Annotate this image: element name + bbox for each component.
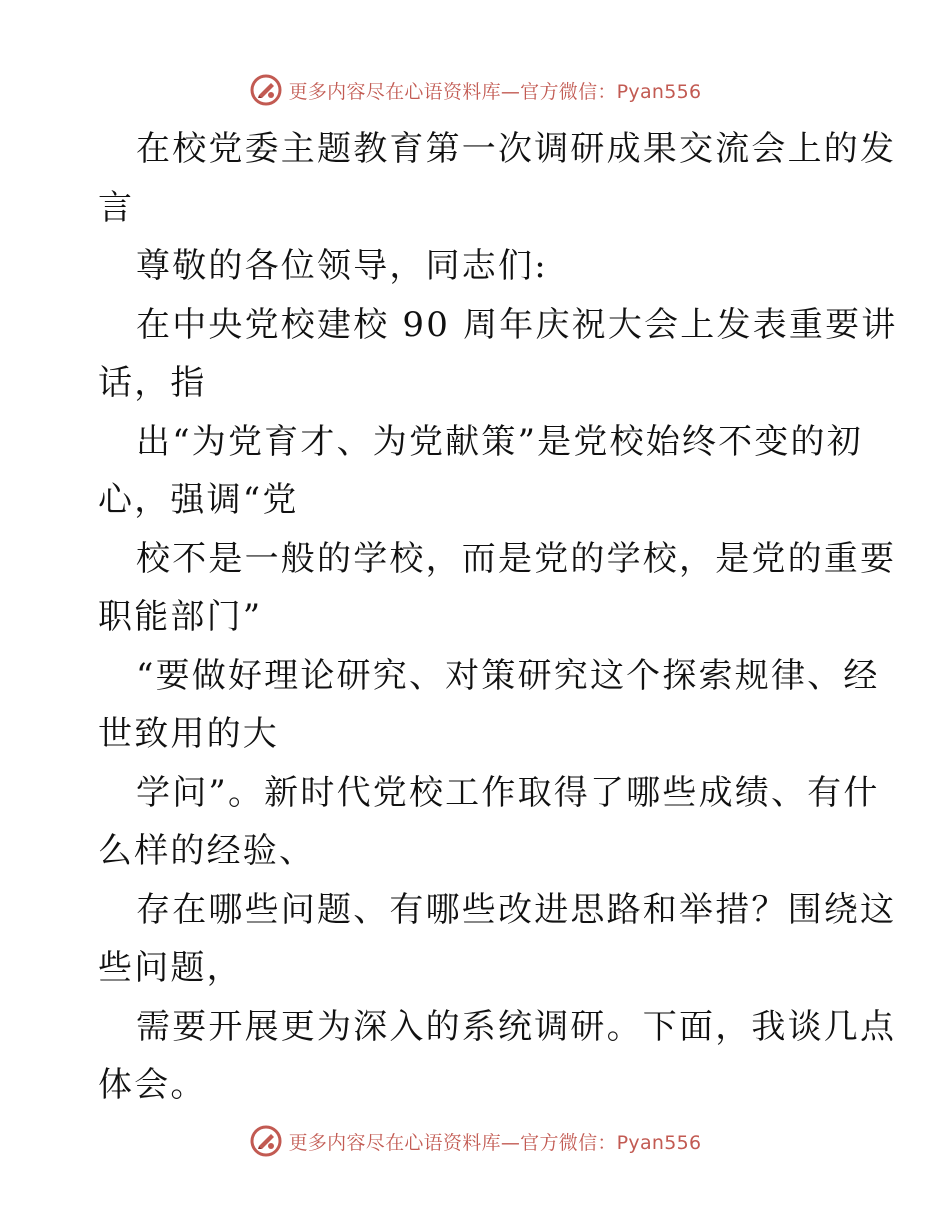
header-watermark [0, 70, 950, 110]
pen-nib-logo-icon [249, 1124, 283, 1158]
text-line: 职能部门” [98, 597, 263, 637]
text-line: 需要开展更为深入的系统调研。下面，我谈几点 [136, 1006, 897, 1047]
text-line: 在校党委主题教育第一次调研成果交流会上的发 [136, 129, 897, 169]
watermark-text: 更多内容尽在心语资料库—官方微信：Pyan556 [288, 80, 702, 103]
text-line: 出“为党育才、为党献策”是党校始终不变的初 [136, 421, 863, 462]
text-line: 学问”。新时代党校工作取得了哪些成绩、有什 [136, 772, 880, 813]
footer-watermark [0, 1121, 950, 1161]
text-line: 些问题， [98, 948, 243, 988]
text-line: 尊敬的各位领导，同志们: [136, 246, 548, 286]
text-line: 世致用的大 [98, 714, 279, 754]
text-line: 存在哪些问题、有哪些改进思路和举措？围绕这 [136, 889, 897, 930]
text-line: 在中央党校建校 90 周年庆祝大会上发表重要讲 [136, 304, 898, 345]
text-line: 言 [98, 187, 135, 228]
text-line: 心，强调“党 [98, 480, 299, 520]
text-line: 话，指 [98, 363, 207, 403]
text-line: “要做好理论研究、对策研究这个探索规律、经 [136, 655, 880, 696]
pen-nib-logo-icon [249, 73, 283, 107]
text-line: 校不是一般的学校，而是党的学校，是党的重要 [136, 538, 897, 579]
text-line: 么样的经验、 [98, 831, 316, 871]
text-line: 体会。 [98, 1065, 207, 1105]
document-body [98, 120, 898, 1115]
watermark-text: 更多内容尽在心语资料库—官方微信：Pyan556 [288, 1131, 702, 1154]
